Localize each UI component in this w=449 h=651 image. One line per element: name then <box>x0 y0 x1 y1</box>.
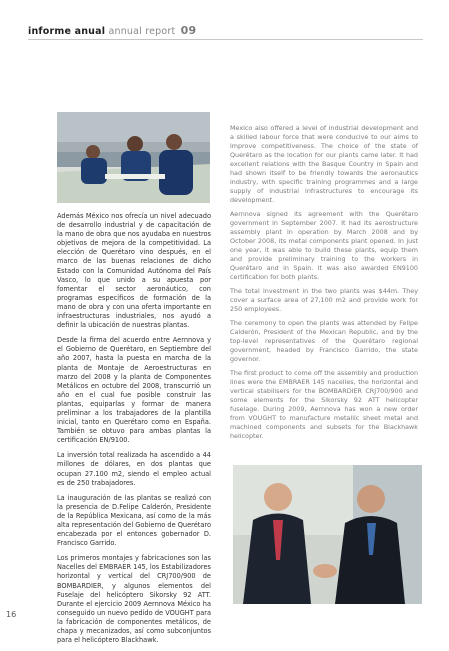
header-title-bold: informe anual <box>28 26 106 37</box>
paragraph-en-3: The total investment in the two plants was $44m. They cover a surface area of 27,100 m2 and provide work for 250 employees. <box>230 287 418 313</box>
paragraph-es-1: Además México nos ofrecía un nivel adecuado de desarrollo industrial y de capacitación de la mano de obra que nos ayudaba en nuestros objetivos de mejora de la competitividad. La elección de Querétaro vino después, en el marco de las buenas relaciones de dicho Estado con la Comunidad Autónoma del País Vasco, lo que unido a su apuesta por fomentar el sector aeronáutico, con programas específicos de formación de la mano de obra y con una oferta importante en infraestructuras industriales, nos ayudó a definir la ubicación de nuestras plantas. <box>57 212 211 330</box>
english-text-column <box>230 124 418 446</box>
paragraph-en-1: Mexico also offered a level of industrial development and a skilled labour force that were conducive to our aims to improve competitiveness. The choice of the state of Querétaro as the location for our plants came later. It had excellent relations with the Basque Country in Spain and had shown itself to be friendly towards the aeronautics industry, with specific training programmes and a large supply of industrial infrastructures to encourage its development. <box>230 124 418 204</box>
handshake-image <box>233 465 422 604</box>
paragraph-en-4: The ceremony to open the plants was attended by Felipe Calderón, President of the Mexican Republic, and by the top-level representatives of the Querétaro regional government, headed by Francisco Garrido, the state governor. <box>230 319 418 363</box>
factory-workers-image <box>57 112 210 203</box>
factory-workers-photo <box>57 112 210 203</box>
report-header <box>28 24 196 37</box>
paragraph-en-5: The first product to come off the assembly and production lines were the EMBRAER 145 nacelles, the horizontal and vertical stabilisers for the BOMBARDIER CRJ700/900 and some elements for the Sikorsky 92 ATT helicopter fuselage. During 2009, Aernnova has won a new order from VOUGHT to manufacture metallic sheet metal and machined components and subsets for the Blackhawk helicopter. <box>230 369 418 440</box>
paragraph-es-4: La inauguración de las plantas se realizó con la presencia de D.Felipe Calderón, Presidente de la República Mexicana, así como de la más alta representación del Gobierno de Querétaro encabezada por el entonces gobernador D. Francisco Garrido. <box>57 493 211 548</box>
page-number: 16 <box>6 610 17 619</box>
spanish-text-column <box>57 212 211 651</box>
header-rule <box>28 39 423 40</box>
paragraph-es-2: Desde la firma del acuerdo entre Aernnova y el Gobierno de Querétaro, en Septiembre del año 2007, hasta la puesta en marcha de la planta de Montaje de Aeroestructuras en marzo del 2008 y la planta de Componentes Metálicos en octubre del 2008, transcurrió un año en el cual fue posible construir las plantas, equiparlas y formar de manera preliminar a los trabajadores de la plantilla inicial, tanto en Querétaro como en España. También se obtuvo para ambas plantas la certificación EN/9100. <box>57 336 211 445</box>
paragraph-en-2: Aernnova signed its agreement with the Querétaro government in September 2007. It had its aerostructure assembly plant in operation by March 2008 and by October 2008, its metal components plant opened. In just one year, it was able to build these plants, equip them and provide preliminary training to the workers in Querétaro and in Spain. It was also awarded EN9100 certification for both plants. <box>230 210 418 281</box>
header-title-light: annual report <box>108 26 176 37</box>
handshake-photo <box>233 465 422 604</box>
paragraph-es-5: Los primeros montajes y fabricaciones son las Nacelles del EMBRAER 145, los Estabilizadores horizontal y vertical del CRJ700/900 de BOMBARDIER, y algunos elementos del Fuselaje del helicóptero Sikorsky 92 ATT. Durante el ejercicio 2009 Aernnova México ha conseguido un nuevo pedido de VOUGHT para la fabricación de componentes metálicos, de chapa y mecanizados, así como subconjuntos para el helicóptero Blackhawk. <box>57 554 211 645</box>
header-year: 09 <box>180 24 197 37</box>
paragraph-es-3: La inversión total realizada ha ascendido a 44 millones de dólares, en dos plantas que ocupan 27.100 m2, siendo el empleo actual es de 250 trabajadores. <box>57 451 211 487</box>
